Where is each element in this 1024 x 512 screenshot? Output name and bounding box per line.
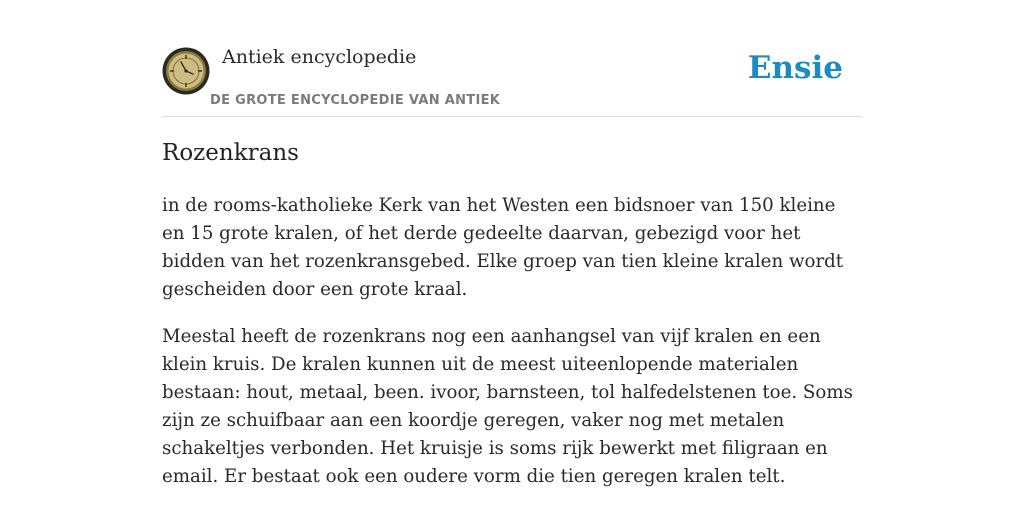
- article-body: [162, 192, 862, 510]
- antique-clock-icon[interactable]: [162, 47, 210, 95]
- header: [162, 44, 862, 117]
- paragraph: in de rooms-katholieke Kerk van het Westen een bidsnoer van 150 kleine en 15 grote kralen, of het derde gedeelte daarvan, gebezigd voor het bidden van het rozenkransgebed. Elke groep van tien kleine kralen wordt gescheiden door een grote kraal.: [162, 195, 844, 300]
- ensie-logo-link[interactable]: Ensie: [747, 50, 843, 86]
- page-title: Rozenkrans: [162, 140, 299, 166]
- encyclopedia-title[interactable]: Antiek encyclopedie: [222, 46, 417, 68]
- paragraph: Meestal heeft de rozenkrans nog een aanhangsel van vijf kralen en een klein kruis. De kralen kunnen uit de meest uiteenlopende materialen bestaan: hout, metaal, been. ivoor, barnsteen, tol halfedelstenen toe. Soms zijn ze schuifbaar aan een koordje geregen, vaker nog met metalen schakeltjes verbonden. Het kruisje is soms rijk bewerkt met filigraan en email. Er bestaat ook een oudere vorm die tien geregen kralen telt.: [162, 326, 853, 487]
- encyclopedia-subtitle: DE GROTE ENCYCLOPEDIE VAN ANTIEK: [210, 93, 501, 108]
